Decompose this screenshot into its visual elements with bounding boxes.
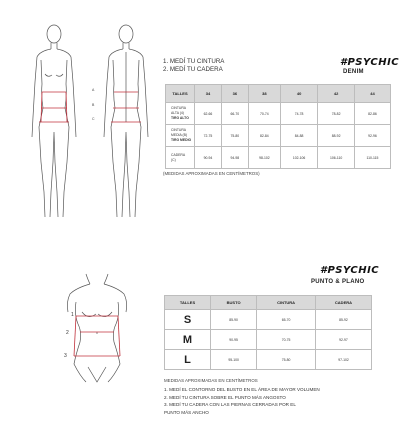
header-size: 34 [195, 85, 222, 103]
cell: 72-75 [195, 125, 222, 147]
cell: 90-94 [195, 147, 222, 169]
header-busto: BUSTO [211, 296, 257, 310]
instruction-hip-cont: PUNTO MÁS ANCHO [164, 409, 209, 415]
instruction-waist: 1. MEDÍ TU CINTURA [163, 58, 225, 65]
cell: 82-84 [248, 125, 280, 147]
size-label: S [165, 310, 211, 330]
header-size: 42 [318, 85, 355, 103]
table-row [166, 125, 391, 147]
table-row [165, 310, 372, 330]
header-cadera: CADERA [315, 296, 371, 310]
cell: 88-92 [318, 125, 355, 147]
cell: 102-106 [280, 147, 317, 169]
header-talles: TALLES [166, 85, 195, 103]
denim-back-figure [96, 22, 156, 227]
cell: 85-90 [211, 310, 257, 330]
denim-front-figure [24, 22, 84, 227]
cell: 84-88 [280, 125, 317, 147]
cell: 85-92 [315, 310, 371, 330]
cell: 78-82 [318, 103, 355, 125]
table-row [165, 350, 372, 370]
denim-subbrand: DENIM [343, 69, 364, 75]
cell: 106-110 [318, 147, 355, 169]
figure-label-a: A [92, 88, 95, 92]
punto-note: MEDIDAS APROXIMADAS EN CENTÍMETROS [164, 378, 258, 383]
cell: 92-97 [315, 330, 371, 350]
punto-torso-figure [58, 272, 138, 397]
header-size: 36 [221, 85, 248, 103]
row-label: CINTURA ALTA (4) TIRO ALTO [166, 103, 195, 125]
size-label: L [165, 350, 211, 370]
figure-label-c: C [92, 117, 95, 121]
header-cintura: CINTURA [257, 296, 316, 310]
row-label: CADERA (C) [166, 147, 195, 169]
table-row [166, 147, 391, 169]
cell: 98-102 [248, 147, 280, 169]
cell: 74-78 [280, 103, 317, 125]
cell: 94-98 [221, 147, 248, 169]
cell: 90-95 [211, 330, 257, 350]
instruction-bust: 1. MEDÍ EL CONTORNO DEL BUSTO EN EL ÁREA DE MAYOR VOLUMEN [164, 387, 320, 392]
header-size: 44 [354, 85, 390, 103]
denim-instructions [163, 58, 224, 74]
row-label: CINTURA MEDIA (B) TIRO MEDIO [166, 125, 195, 147]
punto-subbrand: PUNTO & PLANO [311, 279, 365, 285]
figure-number-2: 2 [66, 330, 69, 336]
header-talles: TALLES [165, 296, 211, 310]
denim-brand: #PSYCHIC [340, 57, 400, 68]
table-header-row [165, 296, 372, 310]
cell: 82-86 [354, 103, 390, 125]
figure-label-b: B [92, 103, 95, 107]
denim-note: (MEDIDAS APROXIMADAS EN CENTÍMETROS) [163, 171, 260, 176]
instruction-hip: 3. MEDÍ TU CADERA CON LAS PIERNAS CERRADAS POR EL [164, 402, 296, 408]
instruction-hip: 2. MEDÍ TU CADERA [163, 66, 223, 73]
punto-size-table [164, 295, 372, 370]
figure-number-3: 3 [64, 353, 67, 359]
punto-instructions [164, 386, 320, 416]
cell: 65-70 [257, 310, 316, 330]
table-header-row [166, 85, 391, 103]
header-size: 38 [248, 85, 280, 103]
table-row [166, 103, 391, 125]
punto-brand: #PSYCHIC [320, 265, 380, 276]
instruction-waist: 2. MEDÍ TU CINTURA SOBRE EL PUNTO MÁS ANGOSTO [164, 394, 286, 400]
cell: 75-80 [257, 350, 316, 370]
cell: 97-102 [315, 350, 371, 370]
figure-number-1: 1 [71, 312, 74, 318]
cell: 70-75 [257, 330, 316, 350]
cell: 75-80 [221, 125, 248, 147]
cell: 92-96 [354, 125, 390, 147]
cell: 62-66 [195, 103, 222, 125]
denim-size-table [165, 84, 391, 169]
cell: 110-115 [354, 147, 390, 169]
cell: 95-100 [211, 350, 257, 370]
table-row [165, 330, 372, 350]
cell: 66-70 [221, 103, 248, 125]
size-label: M [165, 330, 211, 350]
header-size: 40 [280, 85, 317, 103]
cell: 70-74 [248, 103, 280, 125]
